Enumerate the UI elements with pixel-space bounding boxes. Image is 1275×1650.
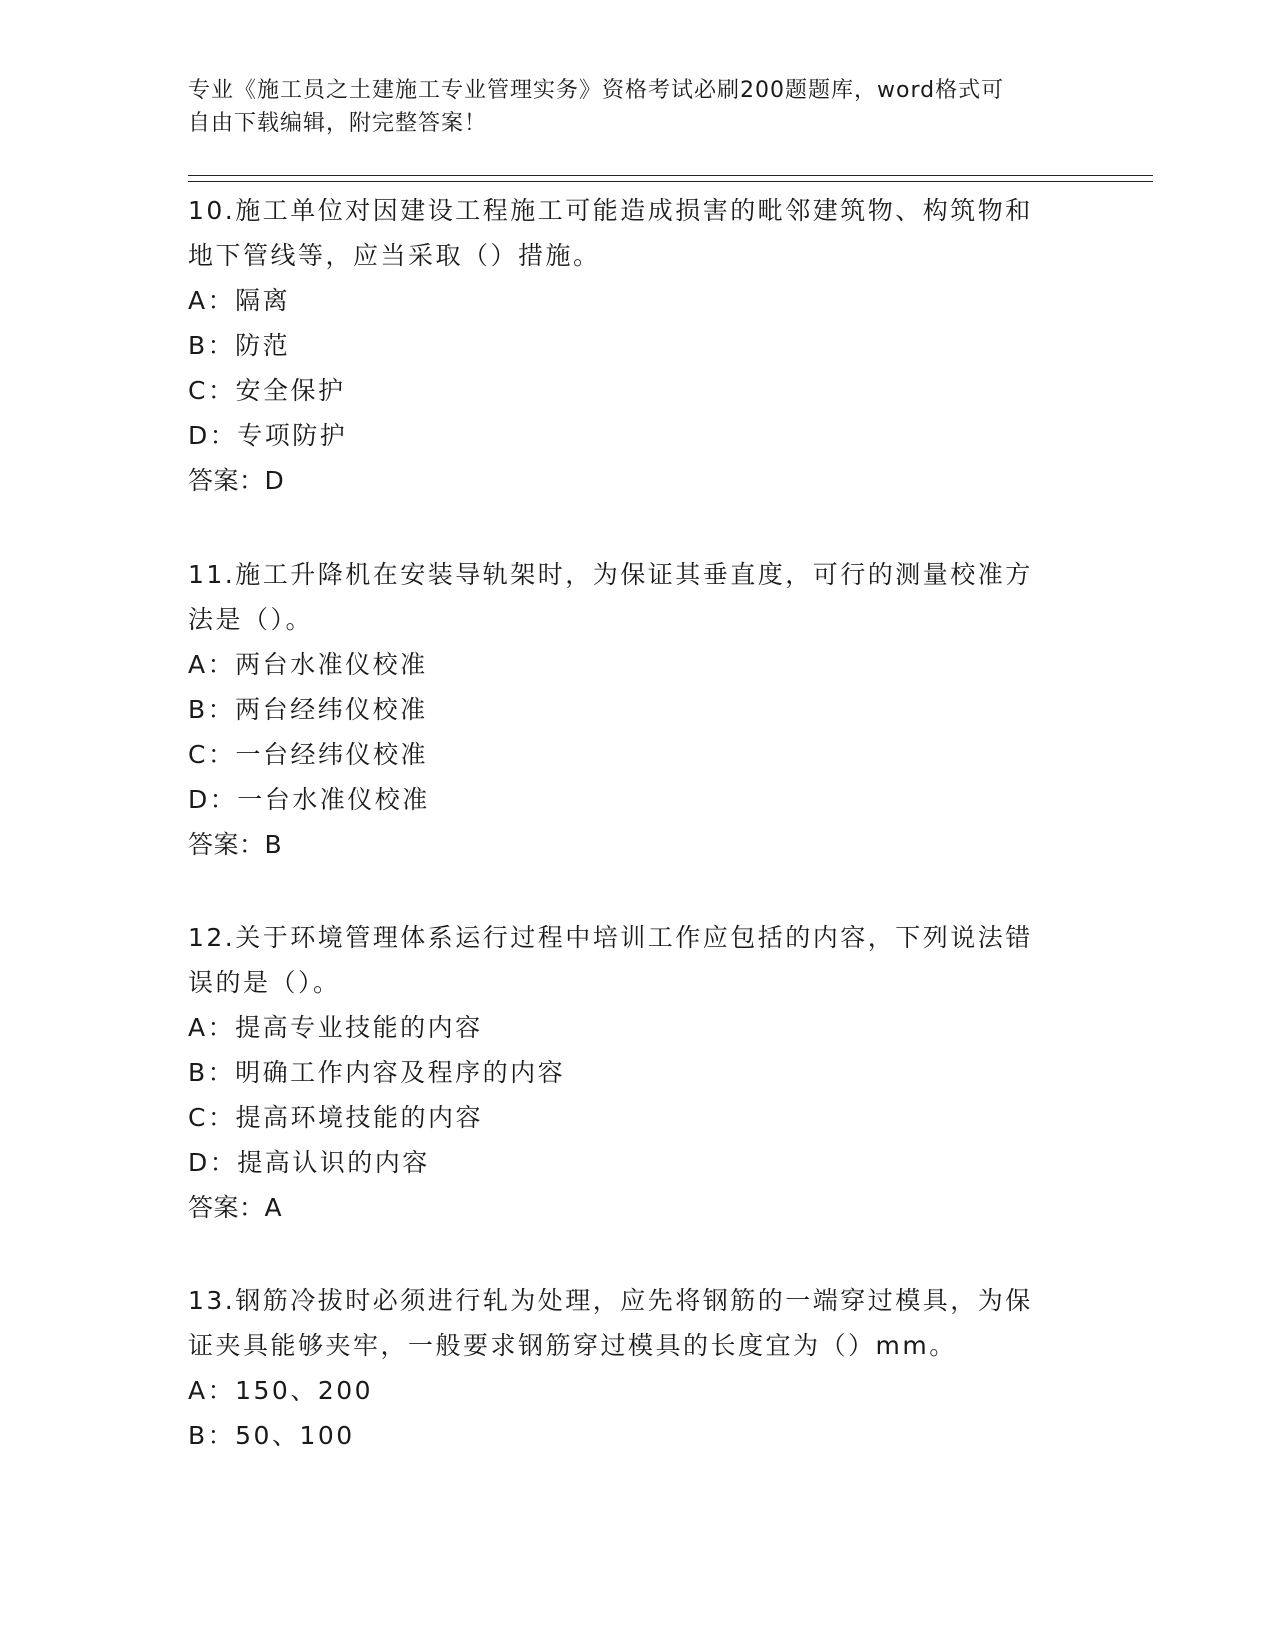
option-a: A：150、200	[188, 1376, 374, 1405]
option-c: C：一台经纬仪校准	[188, 740, 428, 769]
option-a: A：隔离	[188, 286, 291, 315]
option-d: D：提高认识的内容	[188, 1148, 430, 1177]
question-stem-line: 地下管线等，应当采取（）措施。	[188, 241, 601, 270]
document-header	[188, 74, 1068, 140]
answer-line: 答案：D	[188, 466, 285, 495]
option-b: B：明确工作内容及程序的内容	[188, 1058, 566, 1087]
option-a: A：两台水准仪校准	[188, 650, 428, 679]
option-d: D：专项防护	[188, 421, 348, 450]
header-line-1: 专业《施工员之土建施工专业管理实务》资格考试必刷200题题库，word格式可	[188, 78, 1005, 103]
option-d: D：一台水准仪校准	[188, 785, 430, 814]
option-a: A：提高专业技能的内容	[188, 1013, 483, 1042]
header-divider-top	[188, 175, 1153, 176]
header-line-2: 自由下载编辑，附完整答案！	[188, 111, 488, 136]
option-c: C：安全保护	[188, 376, 346, 405]
question-stem-line: 证夹具能够夹牢，一般要求钢筋穿过模具的长度宜为（）mm。	[188, 1331, 957, 1360]
question-stem-line: 10.施工单位对因建设工程施工可能造成损害的毗邻建筑物、构筑物和	[188, 196, 1033, 225]
question-stem-line: 12.关于环境管理体系运行过程中培训工作应包括的内容，下列说法错	[188, 923, 1033, 952]
question-stem-line: 误的是（）。	[188, 968, 341, 997]
option-b: B：两台经纬仪校准	[188, 695, 428, 724]
question-12	[188, 915, 1088, 1230]
question-stem-line: 法是（）。	[188, 605, 314, 634]
option-c: C：提高环境技能的内容	[188, 1103, 483, 1132]
header-divider-bottom	[188, 181, 1153, 182]
option-b: B：防范	[188, 331, 291, 360]
answer-line: 答案：A	[188, 1193, 283, 1222]
question-stem-line: 13.钢筋冷拔时必须进行轧为处理，应先将钢筋的一端穿过模具，为保	[188, 1286, 1033, 1315]
answer-line: 答案：B	[188, 830, 283, 859]
option-b: B：50、100	[188, 1421, 355, 1450]
question-11	[188, 552, 1088, 867]
question-10	[188, 188, 1088, 503]
question-13	[188, 1278, 1088, 1458]
question-stem-line: 11.施工升降机在安装导轨架时，为保证其垂直度，可行的测量校准方	[188, 560, 1033, 589]
